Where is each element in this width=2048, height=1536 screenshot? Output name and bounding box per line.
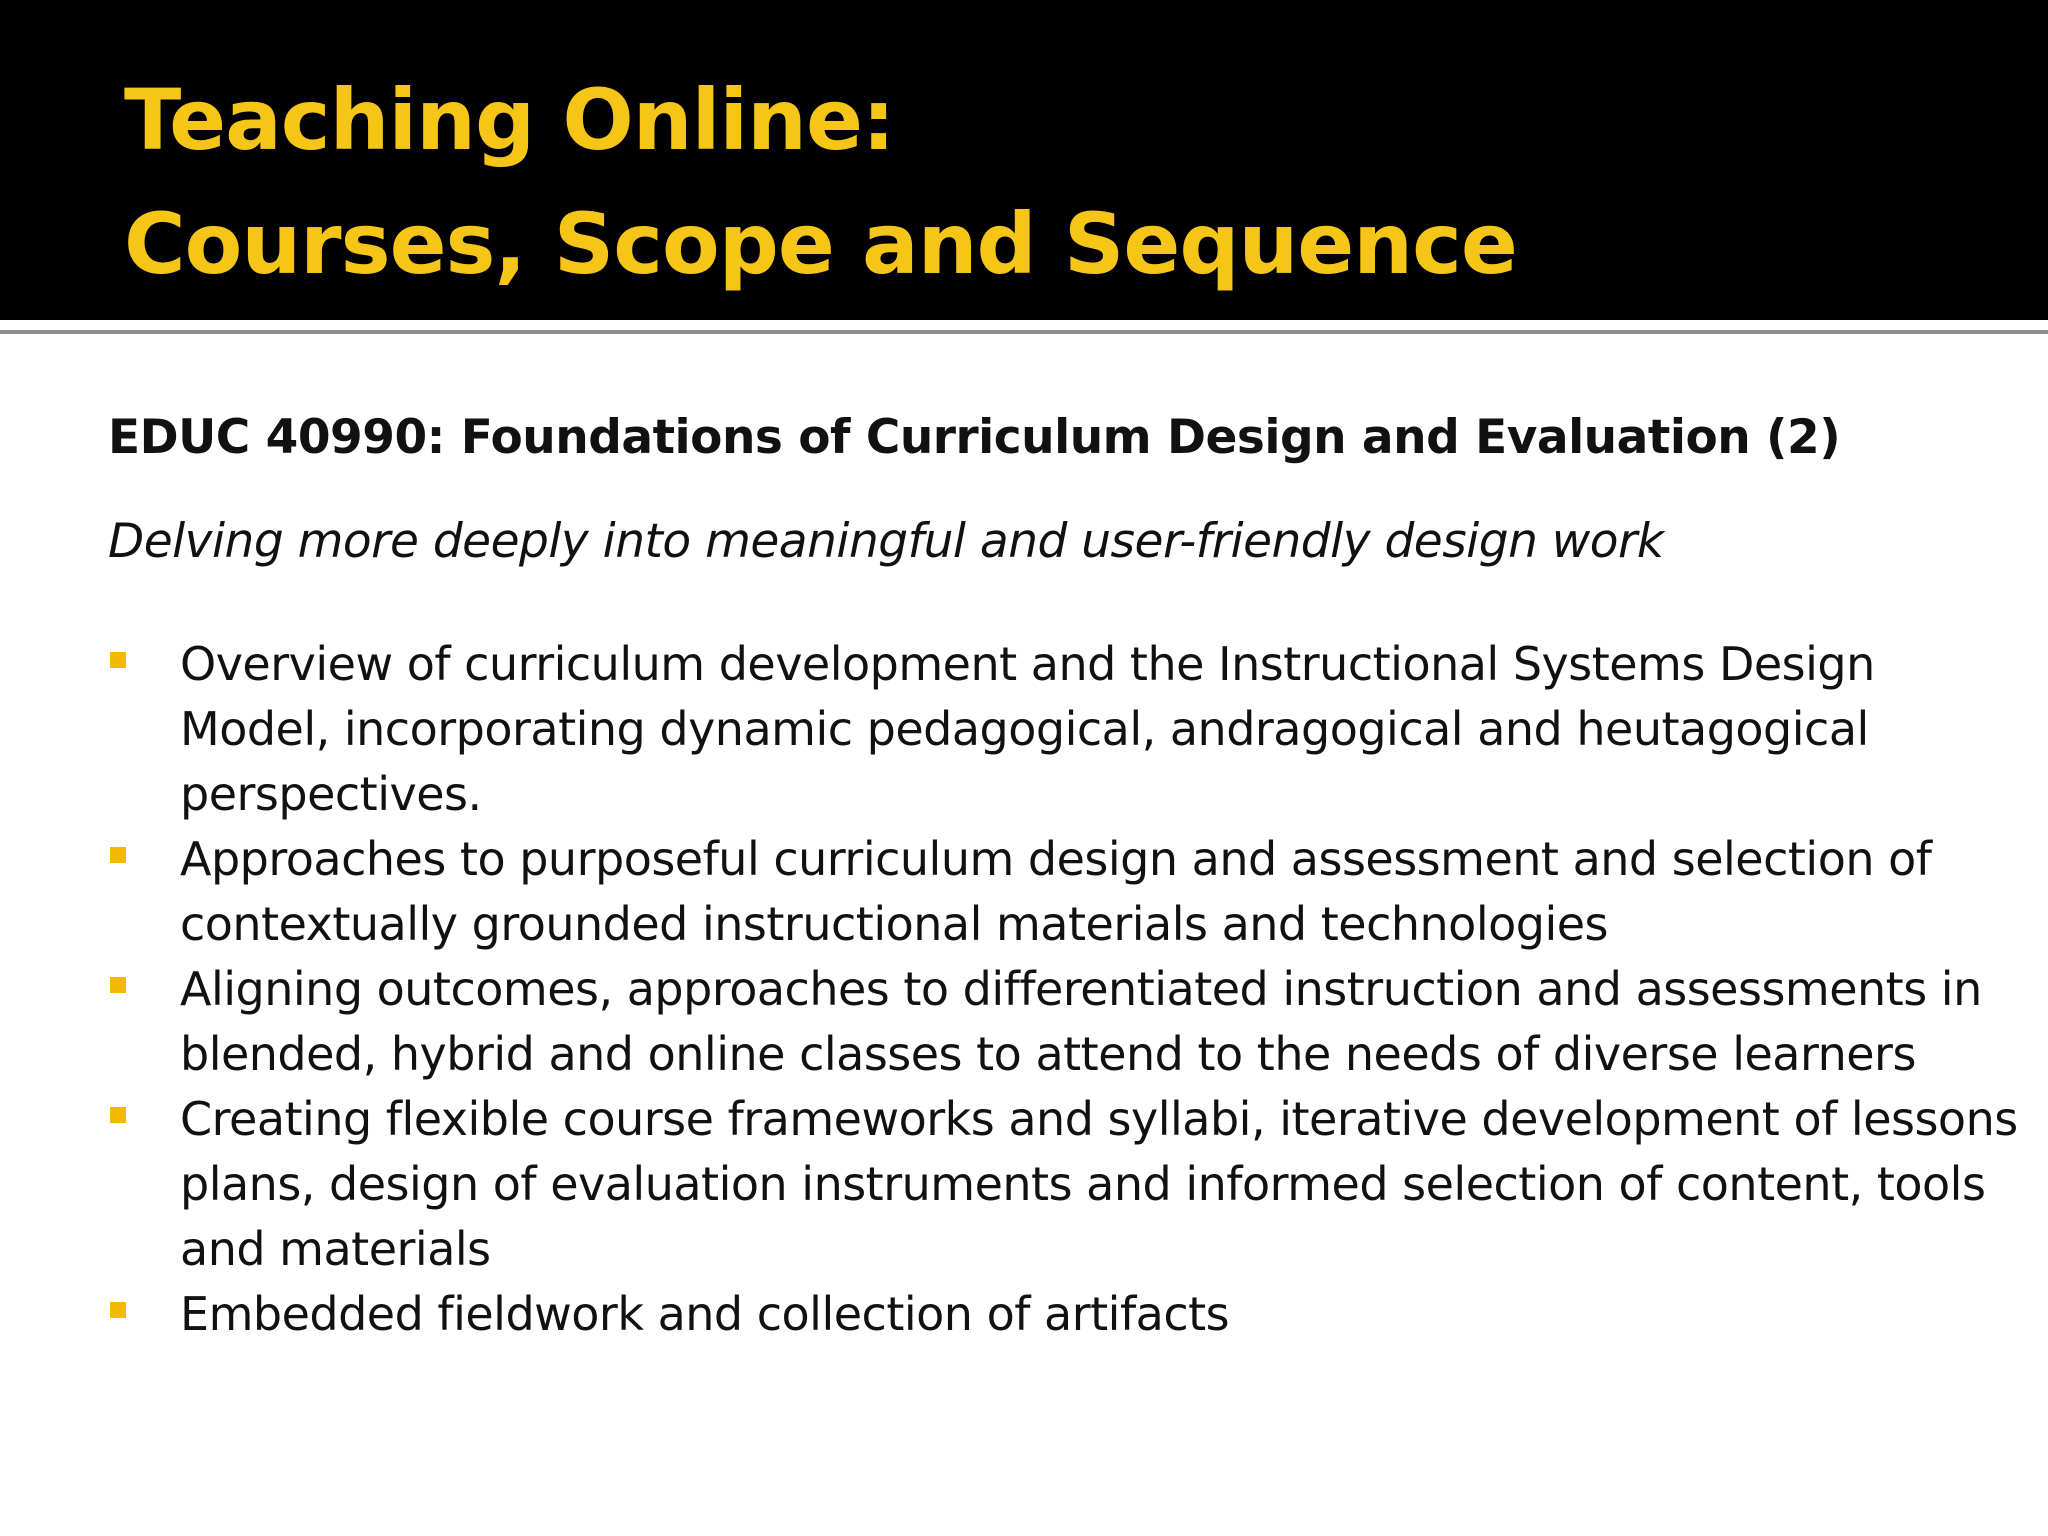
square-bullet-icon [110, 977, 126, 993]
square-bullet-icon [110, 652, 126, 668]
bullet-list [108, 632, 2018, 1347]
bullet-text-3: Aligning outcomes, approaches to differentiated instruction and assessments in blended, hybrid and online classes to attend to the needs of diverse learners [180, 962, 1982, 1081]
bullet-text-5: Embedded fieldwork and collection of artifacts [180, 1287, 1230, 1341]
bullet-item-3 [108, 957, 2020, 1087]
bullet-text-1: Overview of curriculum development and the Instructional Systems Design Model, incorporating dynamic pedagogical, andragogical and heutagogical perspectives. [180, 637, 1875, 821]
bullet-item-2 [108, 827, 2020, 957]
title-divider-grey [0, 330, 2048, 334]
course-heading: EDUC 40990: Foundations of Curriculum Design and Evaluation (2) [108, 410, 1841, 465]
title-divider-white [0, 320, 2048, 326]
slide-title-line-2: Courses, Scope and Sequence [124, 195, 1517, 293]
slide-title-line-1: Teaching Online: [124, 71, 895, 169]
square-bullet-icon [110, 1107, 126, 1123]
bullet-text-2: Approaches to purposeful curriculum design and assessment and selection of contextually grounded instructional materials and technologies [180, 832, 1932, 951]
bullet-item-4 [108, 1087, 2020, 1282]
slide-title [124, 58, 1517, 306]
course-subtitle: Delving more deeply into meaningful and user-friendly design work [108, 514, 1664, 569]
square-bullet-icon [110, 847, 126, 863]
slide-content [108, 400, 2018, 1347]
bullet-item-1 [108, 632, 2020, 827]
bullet-text-4: Creating flexible course frameworks and syllabi, iterative development of lessons plans, design of evaluation instruments and informed selection of content, tools and materials [180, 1092, 2018, 1276]
title-bar [0, 0, 2048, 320]
bullet-item-5 [108, 1282, 2020, 1347]
square-bullet-icon [110, 1302, 126, 1318]
